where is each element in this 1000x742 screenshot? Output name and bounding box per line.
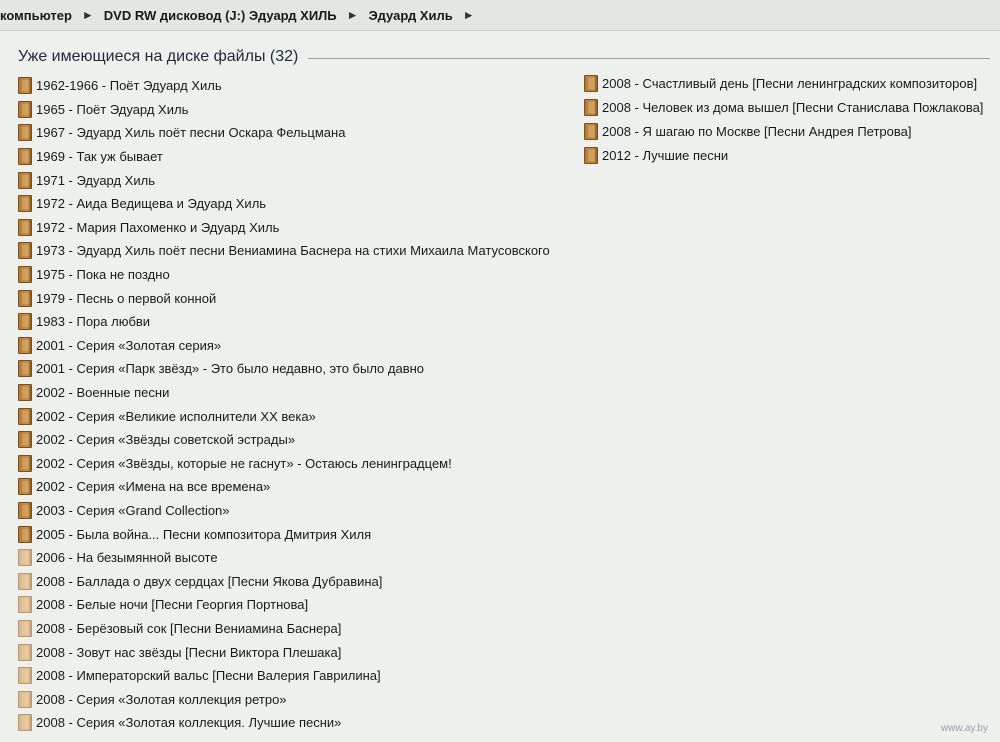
folder-icon — [18, 313, 32, 330]
list-item[interactable] — [18, 381, 578, 405]
breadcrumb-dvd-drive[interactable]: DVD RW дисковод (J:) Эдуард ХИЛЬ — [103, 7, 337, 23]
folder-icon — [18, 478, 32, 495]
folder-icon — [18, 714, 32, 731]
list-item-label: 2002 - Серия «Имена на все времена» — [36, 479, 271, 495]
list-item[interactable] — [18, 687, 578, 711]
list-item[interactable] — [18, 452, 578, 476]
folder-icon — [18, 77, 32, 94]
chevron-right-icon[interactable]: ► — [346, 8, 359, 22]
list-item[interactable] — [18, 522, 578, 546]
folder-icon — [18, 691, 32, 708]
folder-icon — [18, 266, 32, 283]
list-item-label: 1962-1966 - Поёт Эдуард Хиль — [36, 78, 222, 94]
folder-icon — [18, 242, 32, 259]
list-item[interactable] — [18, 286, 578, 310]
list-item-label: 2008 - Счастливый день [Песни ленинградских композиторов] — [602, 75, 978, 91]
list-item[interactable] — [18, 617, 578, 641]
list-item-label: 2012 - Лучшие песни — [602, 147, 729, 163]
watermark: www.ay.by — [940, 723, 988, 734]
folder-icon — [18, 573, 32, 590]
list-item-label: 1975 - Пока не поздно — [36, 267, 170, 283]
list-item[interactable] — [18, 664, 578, 688]
list-item-label: 2003 - Серия «Grand Collection» — [36, 502, 230, 518]
list-item[interactable] — [18, 357, 578, 381]
list-item-label: 2005 - Была война... Песни композитора Дмитрия Хиля — [36, 526, 372, 542]
list-item-label: 1973 - Эдуард Хиль поёт песни Вениамина Баснера на стихи Михаила Матусовского — [36, 243, 550, 259]
list-item[interactable] — [18, 593, 578, 617]
folder-icon — [18, 172, 32, 189]
breadcrumb-folder[interactable]: Эдуард Хиль — [368, 7, 453, 23]
folder-icon — [18, 124, 32, 141]
list-item-label: 2008 - Серия «Золотая коллекция. Лучшие песни» — [36, 715, 342, 731]
list-item-label: 2002 - Серия «Великие исполнители XX века» — [36, 408, 316, 424]
list-item-label: 2001 - Серия «Золотая серия» — [36, 337, 222, 353]
list-item[interactable] — [18, 334, 578, 358]
list-item[interactable] — [18, 428, 578, 452]
list-item-label: 2008 - Белые ночи [Песни Георгия Портнова] — [36, 597, 309, 613]
folder-icon — [18, 360, 32, 377]
breadcrumb-computer[interactable]: компьютер — [0, 7, 72, 23]
list-item-label: 1965 - Поёт Эдуард Хиль — [36, 101, 189, 117]
list-item-label: 2006 - На безымянной высоте — [36, 550, 218, 566]
file-list-right — [584, 71, 994, 167]
list-item-label: 2002 - Серия «Звёзды, которые не гаснут» - Остаюсь ленинградцем! — [36, 455, 452, 471]
folder-icon — [18, 549, 32, 566]
folder-icon — [18, 644, 32, 661]
folder-icon — [18, 502, 32, 519]
folder-icon — [18, 431, 32, 448]
list-item-label: 2008 - Императорский вальс [Песни Валерия Гаврилина] — [36, 668, 381, 684]
list-item[interactable] — [18, 192, 578, 216]
folder-icon — [584, 99, 598, 116]
list-item-label: 1972 - Аида Ведищева и Эдуард Хиль — [36, 196, 267, 212]
group-header[interactable] — [18, 46, 990, 68]
list-item-label: 2008 - Зовут нас звёзды [Песни Виктора Плешака] — [36, 644, 342, 660]
list-item[interactable] — [18, 121, 578, 145]
list-item[interactable] — [584, 143, 994, 167]
folder-icon — [18, 667, 32, 684]
list-item-label: 2001 - Серия «Парк звёзд» - Это было недавно, это было давно — [36, 361, 425, 377]
folder-icon — [18, 290, 32, 307]
chevron-right-icon[interactable]: ► — [462, 8, 475, 22]
list-item-label: 2008 - Серия «Золотая коллекция ретро» — [36, 691, 287, 707]
folder-icon — [18, 101, 32, 118]
list-item-label: 1971 - Эдуард Хиль — [36, 172, 155, 188]
file-list-left — [18, 74, 578, 735]
list-item[interactable] — [584, 71, 994, 95]
list-item-label: 2002 - Военные песни — [36, 385, 170, 401]
folder-icon — [18, 195, 32, 212]
list-item-label: 1972 - Мария Пахоменко и Эдуард Хиль — [36, 219, 280, 235]
list-item[interactable] — [18, 499, 578, 523]
list-item[interactable] — [584, 95, 994, 119]
list-item[interactable] — [18, 239, 578, 263]
group-title: Уже имеющиеся на диске файлы (32) — [18, 48, 299, 65]
folder-icon — [18, 596, 32, 613]
list-item-label: 1967 - Эдуард Хиль поёт песни Оскара Фельцмана — [36, 125, 346, 141]
list-item-label: 2008 - Человек из дома вышел [Песни Станислава Пожлакова] — [602, 99, 984, 115]
list-item-label: 2002 - Серия «Звёзды советской эстрады» — [36, 432, 296, 448]
list-item[interactable] — [18, 98, 578, 122]
chevron-right-icon[interactable]: ► — [81, 8, 94, 22]
list-item[interactable] — [18, 310, 578, 334]
folder-icon — [584, 75, 598, 92]
list-item[interactable] — [18, 640, 578, 664]
list-item-label: 1979 - Песнь о первой конной — [36, 290, 217, 306]
list-item-label: 2008 - Баллада о двух сердцах [Песни Якова Дубравина] — [36, 573, 383, 589]
list-item[interactable] — [18, 546, 578, 570]
list-item-label: 2008 - Берёзовый сок [Песни Вениамина Баснера] — [36, 620, 342, 636]
folder-icon — [18, 455, 32, 472]
folder-icon — [584, 123, 598, 140]
folder-icon — [18, 408, 32, 425]
list-item[interactable] — [18, 404, 578, 428]
address-bar — [0, 0, 1000, 31]
list-item[interactable] — [18, 168, 578, 192]
folder-icon — [18, 148, 32, 165]
folder-icon — [18, 384, 32, 401]
group-divider — [308, 58, 990, 59]
folder-icon — [18, 620, 32, 637]
list-item[interactable] — [18, 74, 578, 98]
list-item-label: 2008 - Я шагаю по Москве [Песни Андрея Петрова] — [602, 123, 912, 139]
folder-icon — [584, 147, 598, 164]
list-item-label: 1969 - Так уж бывает — [36, 149, 163, 165]
list-item[interactable] — [18, 145, 578, 169]
list-item[interactable] — [18, 475, 578, 499]
list-item[interactable] — [18, 569, 578, 593]
folder-icon — [18, 337, 32, 354]
folder-icon — [18, 526, 32, 543]
list-item-label: 1983 - Пора любви — [36, 314, 151, 330]
list-item[interactable] — [18, 263, 578, 287]
list-item[interactable] — [584, 119, 994, 143]
list-item[interactable] — [18, 216, 578, 240]
folder-icon — [18, 219, 32, 236]
list-item[interactable] — [18, 711, 578, 735]
